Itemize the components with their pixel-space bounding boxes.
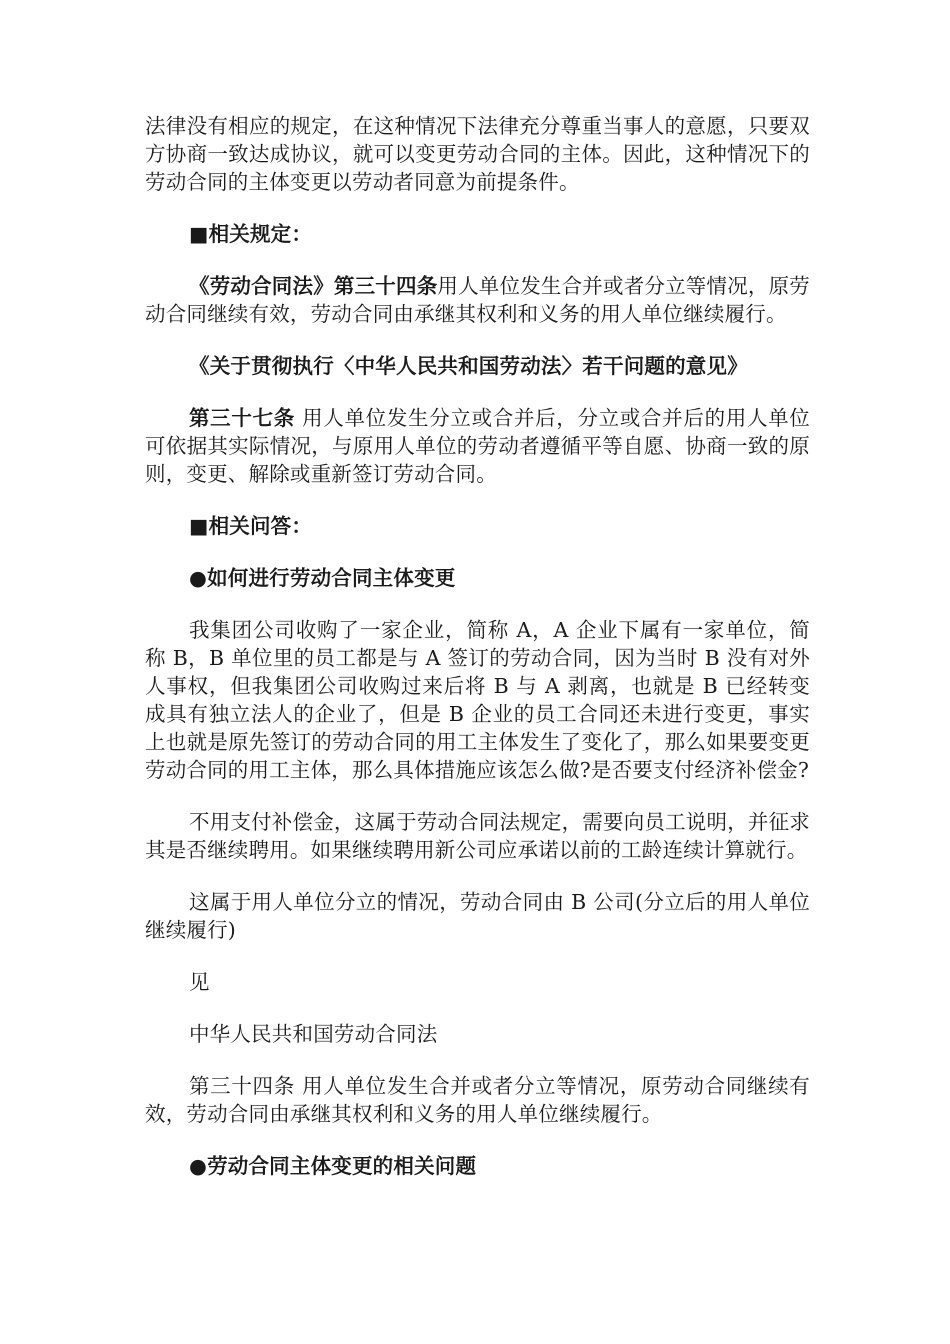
law-article-paragraph (145, 272, 810, 328)
a1-paragraph-3: 见 (189, 970, 210, 994)
a1-paragraph-5: 第三十四条 用人单位发生合并或者分立等情况，原劳动合同继续有效，劳动合同由承继其权利和义务的用人单位继续履行。 (145, 1074, 810, 1126)
document-page (145, 112, 810, 1180)
article37-text: 用人单位发生分立或合并后，分立或合并后的用人单位可依据其实际情况，与原用人单位的劳动者遵循平等自愿、协商一致的原则，变更、解除或重新签订劳动合同。 (145, 406, 811, 486)
a1-paragraph-4: 中华人民共和国劳动合同法 (189, 1022, 438, 1046)
article37-label: 第三十七条 (189, 406, 295, 430)
q1-heading: ●如何进行劳动合同主体变更 (189, 566, 456, 590)
related-rules-heading: ■相关规定： (189, 222, 313, 246)
a1-paragraph-1: 不用支付补偿金，这属于劳动合同法规定，需要向员工说明，并征求其是否继续聘用。如果继续聘用新公司应承诺以前的工龄连续计算就行。 (145, 810, 810, 862)
law-article-title: 《劳动合同法》第三十四条 (189, 274, 438, 298)
a1-paragraph-2: 这属于用人单位分立的情况，劳动合同由 B 公司(分立后的用人单位继续履行) (145, 890, 810, 942)
qa-heading: ■相关问答： (189, 514, 313, 538)
law-article-text: 用人单位发生合并或者分立等情况，原劳动合同继续有效，劳动合同由承继其权利和义务的用人单位继续履行。 (145, 274, 811, 326)
article37-paragraph (145, 404, 810, 488)
q1-question: 我集团公司收购了一家企业，简称 A，A 企业下属有一家单位，简称 B，B 单位里的员工都是与 A 签订的劳动合同，因为当时 B 没有对外人事权，但我集团公司收购过来后将 B 与 A 剥离，也就是 B 已经转变成具有独立法人的企业了，但是 B 企业的员工合同还未进行变更，事实上也就是原先签订的劳动合同的用工主体发生了变化了，那么如果要变更劳动合同的用工主体，那么具体措施应该怎么做?是否要支付经济补偿金? (145, 618, 810, 782)
intro-paragraph: 法律没有相应的规定，在这种情况下法律充分尊重当事人的意愿，只要双方协商一致达成协议，就可以变更劳动合同的主体。因此，这种情况下的劳动合同的主体变更以劳动者同意为前提条件。 (145, 114, 810, 194)
opinion-title: 《关于贯彻执行〈中华人民共和国劳动法〉若干问题的意见》 (189, 354, 748, 378)
q2-heading: ●劳动合同主体变更的相关问题 (189, 1154, 477, 1178)
